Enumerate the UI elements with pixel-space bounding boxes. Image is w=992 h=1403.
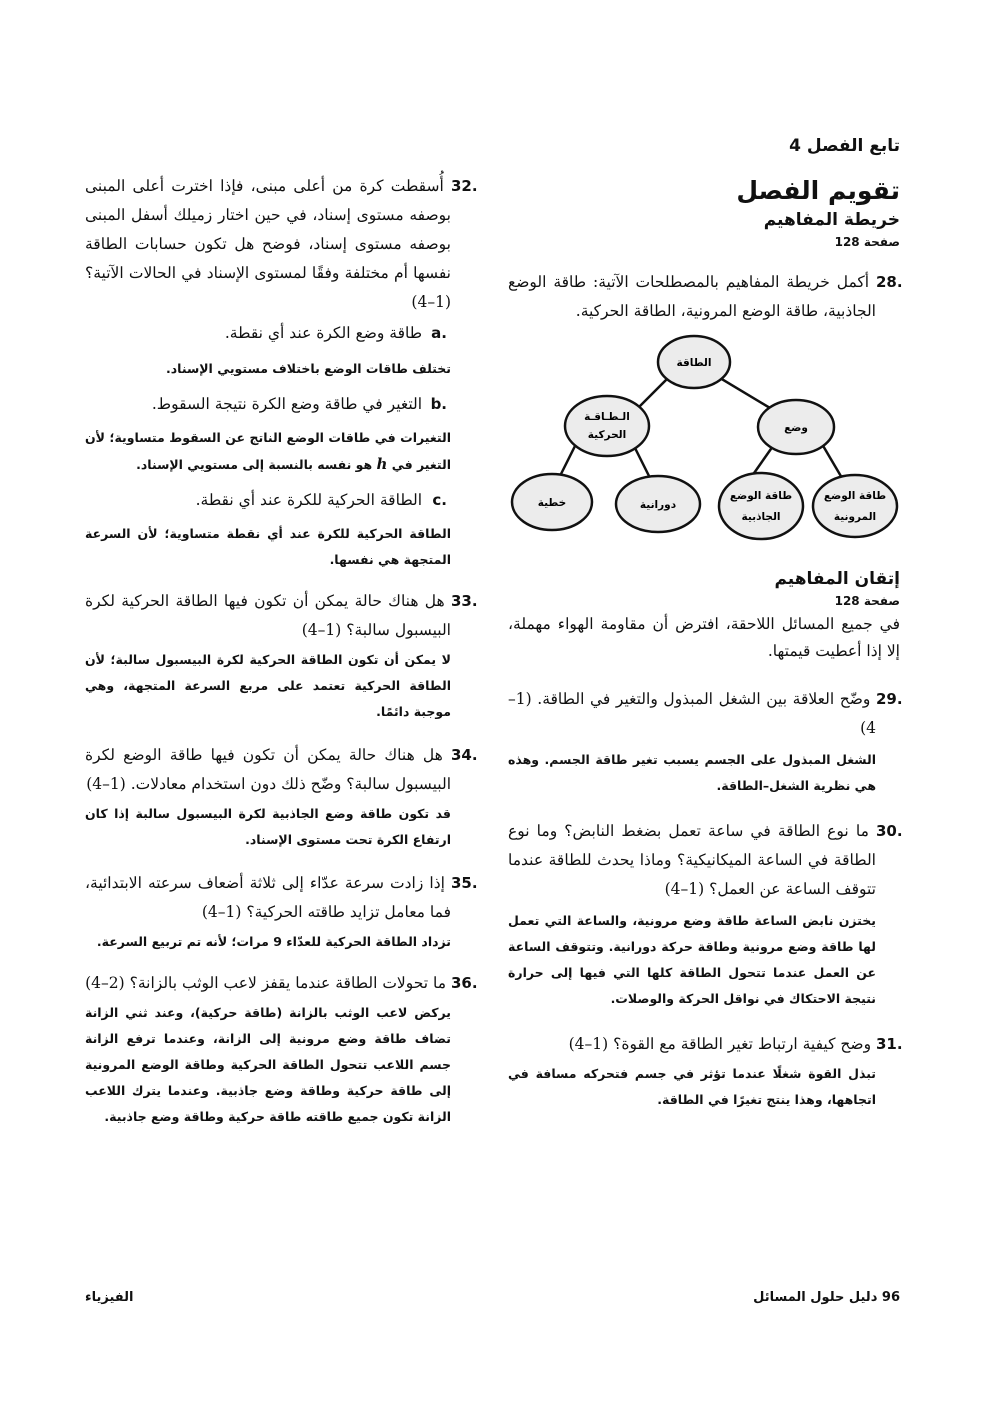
sub-label: b. xyxy=(430,395,447,413)
node-elastic xyxy=(813,475,897,537)
book-title: دليل حلول المسائل xyxy=(753,1290,878,1305)
node-label: طاقة الوضع xyxy=(729,490,793,502)
question-text: وضّح العلاقة بين الشغل المبذول والتغير في الطاقة. (1–4) xyxy=(508,690,876,737)
section-heading-concept-map: خريطة المفاهيم xyxy=(763,210,900,230)
page-reference: صفحة 128 xyxy=(834,594,900,608)
page-reference: صفحة 128 xyxy=(834,235,900,249)
answer-29: الشغل المبذول على الجسم يسبب تغير طاقة الجسم. وهذه هي نظرية الشغل–الطاقة. xyxy=(508,752,876,793)
question-36 xyxy=(85,969,478,998)
connector-line xyxy=(634,446,650,478)
question-text: ما تحولات الطاقة عندما يقفز لاعب الوثب بالزانة؟ (2–4) xyxy=(85,974,447,992)
section-heading-mastering: إتقان المفاهيم xyxy=(774,569,900,589)
page-number: 96 xyxy=(881,1290,900,1305)
question-number: 31. xyxy=(876,1035,903,1053)
question-31 xyxy=(508,1030,903,1059)
question-number: 30. xyxy=(876,822,903,840)
node-label: طاقة الوضع xyxy=(823,490,887,502)
height-variable: h xyxy=(376,455,388,473)
question-28 xyxy=(508,268,903,326)
question-number: 28. xyxy=(876,273,903,291)
sub-text: الطاقة الحركية للكرة عند أي نقطة. xyxy=(195,491,423,509)
answer-33: لا يمكن أن تكون الطاقة الحركية لكرة البيسبول سالبة؛ لأن الطاقة الحركية تعتمد على مربع السرعة المتجهة، وهي موجبة دائمًا. xyxy=(85,652,451,719)
footer-book xyxy=(753,1290,900,1305)
answer-text: التغيرات في طاقات الوضع الناتج عن السقوط متساوية؛ لأن التغير في xyxy=(85,430,451,472)
connector-line xyxy=(720,378,770,408)
answer-30: يختزن نابض الساعة طاقة وضع مرونية، والساعة التي تعمل لها طاقة وضع مرونية وطاقة حركة دورانية. وتتوقف الساعة عن العمل عندما تتحول الطاقة كلها التي فيها إلى حرارة نتيجة الاحتكاك في نواقل الحركة والوصلات. xyxy=(508,913,876,1006)
answer-text: هو نفسه بالنسبة إلى مستويي الإسناد. xyxy=(136,457,373,472)
question-text: أُسقطت كرة من أعلى مبنى، فإذا اخترت أعلى المبنى بوصفه مستوى إسناد، في حين اختار زميلك أسفل المبنى بوصفه مستوى إسناد، فوضح هل تكون حسابات الطاقة نفسها أم مختلفة وفقًا لمستوى الإسناد في الحالات الآتية؟ (1–4) xyxy=(85,177,451,311)
node-label: خطية xyxy=(537,497,567,509)
connector-line xyxy=(822,444,842,478)
question-32b xyxy=(85,390,475,419)
concept-map-diagram xyxy=(508,334,900,559)
node-label: الجاذبية xyxy=(741,511,781,523)
answer-36: يركض لاعب الوثب بالزانة (طاقة حركية)، وعند ثني الزانة تضاف طاقة وضع مرونية إلى الزانة، وعندما ترفع الزانة جسم اللاعب تتحول الطاقة الحركية وطاقة الوضع المرونية إلى طاقة حركية وطاقة وضع جاذبية. وعندما يترك اللاعب الزانة تكون جميع طاقته طاقة حركية وطاقة وضع جاذبية. xyxy=(85,1005,451,1124)
node-label: المرونية xyxy=(833,511,877,523)
question-29 xyxy=(508,685,903,743)
question-text: إذا زادت سرعة عدّاء إلى ثلاثة أضعاف سرعته الابتدائية، فما معامل تزايد طاقته الحركية؟ (1–4) xyxy=(85,874,451,921)
sub-label: a. xyxy=(431,324,447,342)
answer-34: قد تكون طاقة وضع الجاذبية لكرة البيسبول سالبة إذا كان ارتفاع الكرة تحت مستوى الإسناد. xyxy=(85,806,451,847)
page-title: تقويم الفصل xyxy=(736,176,900,205)
connector-line xyxy=(560,446,575,476)
left-column xyxy=(85,172,478,1130)
question-number: 32. xyxy=(451,177,478,195)
node-label: الطاقة xyxy=(676,357,712,369)
node-label: الحركية xyxy=(587,429,627,441)
answer-32b xyxy=(85,425,475,478)
question-text: هل هناك حالة يمكن أن تكون فيها الطاقة الحركية لكرة البيسبول سالبة؟ (1–4) xyxy=(85,592,451,639)
connector-line xyxy=(638,378,668,408)
right-column xyxy=(508,134,903,1113)
node-label: الـطـاقـة xyxy=(584,411,630,423)
question-text: هل هناك حالة يمكن أن تكون فيها طاقة الوضع لكرة البيسبول سالبة؟ وضّح ذلك دون استخدام معادلات. (1–4) xyxy=(85,746,451,793)
question-number: 36. xyxy=(451,974,478,992)
node-gravitational xyxy=(719,473,803,539)
question-text: وضح كيفية ارتباط تغير الطاقة مع القوة؟ (1–4) xyxy=(568,1035,872,1053)
question-number: 35. xyxy=(451,874,478,892)
chapter-continued: تابع الفصل 4 xyxy=(789,136,900,156)
answer-31: تبذل القوة شغلًا عندما تؤثر في جسم فتحركه مسافة في اتجاهها، وهذا ينتج تغيرًا في الطاقة. xyxy=(508,1066,876,1107)
question-32a xyxy=(85,319,475,348)
question-number: 33. xyxy=(451,592,478,610)
sub-text: طاقة وضع الكرة عند أي نقطة. xyxy=(224,324,423,342)
answer-32a: تختلف طاقات الوضع باختلاف مستويي الإسناد. xyxy=(166,361,451,376)
node-label: دورانية xyxy=(639,499,677,511)
question-33 xyxy=(85,587,478,645)
answer-32c: الطاقة الحركية للكرة عند أي نقطة متساوية؛ لأن السرعة المتجهة هي نفسها. xyxy=(85,526,451,567)
node-label: وضع xyxy=(784,422,808,434)
intro-paragraph: في جميع المسائل اللاحقة، افترض أن مقاومة الهواء مهملة، إلا إذا أعطيت قيمتها. xyxy=(508,615,900,660)
question-number: 34. xyxy=(451,746,478,764)
sub-label: c. xyxy=(432,491,447,509)
question-30 xyxy=(508,817,903,904)
question-32 xyxy=(85,172,478,317)
question-35 xyxy=(85,869,478,927)
connector-line xyxy=(752,446,773,476)
node-kinetic xyxy=(565,396,649,456)
question-number: 29. xyxy=(876,690,903,708)
answer-35: تزداد الطاقة الحركية للعدّاء 9 مرات؛ لأنه تم تربيع السرعة. xyxy=(96,934,451,949)
question-34 xyxy=(85,741,478,799)
question-text: أكمل خريطة المفاهيم بالمصطلحات الآتية: طاقة الوضع الجاذبية، طاقة الوضع المرونية، الطاقة الحركية. xyxy=(508,273,876,320)
question-text: ما نوع الطاقة في ساعة تعمل بضغط النابض؟ وما نوع الطاقة في الساعة الميكانيكية؟ وماذا يحدث للطاقة عندما تتوقف الساعة عن العمل؟ (1–4) xyxy=(508,822,876,898)
sub-text: التغير في طاقة وضع الكرة نتيجة السقوط. xyxy=(151,395,423,413)
footer-subject: الفيزياء xyxy=(85,1290,134,1305)
question-32c xyxy=(85,486,475,515)
